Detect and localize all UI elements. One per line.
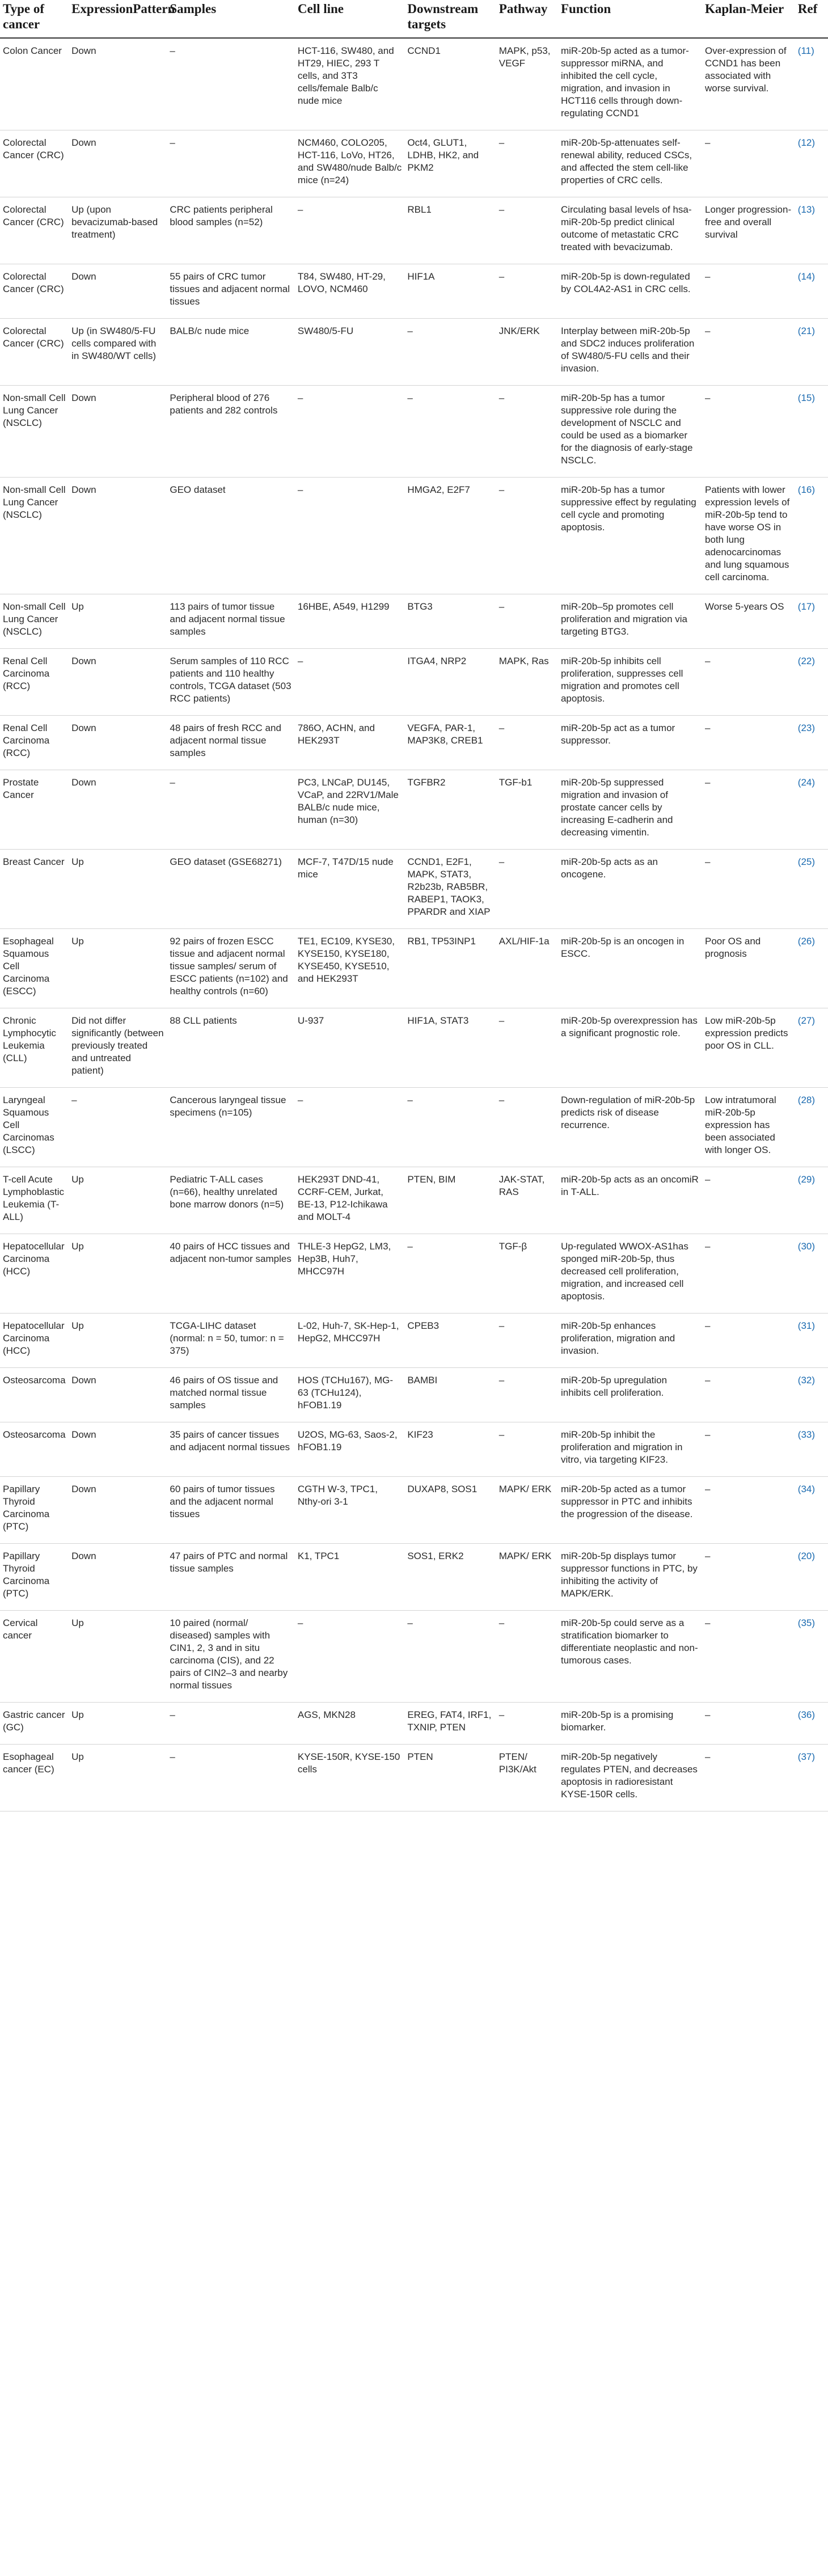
cell-pathway: –	[496, 594, 558, 649]
cell-function: miR-20b-5p acts as an oncomiR in T-ALL.	[558, 1167, 702, 1234]
cell-expression: Down	[69, 1422, 167, 1477]
cell-cell-line: MCF-7, T47D/15 nude mice	[295, 850, 404, 929]
header-pathway: Pathway	[496, 0, 558, 38]
cell-targets: BAMBI	[404, 1368, 496, 1422]
cell-cell-line: HCT-116, SW480, and HT29, HIEC, 293 T cells, and 3T3 cells/female Balb/c nude mice	[295, 38, 404, 130]
cell-samples: 10 paired (normal/ diseased) samples with CIN1, 2, 3 and in situ carcinoma (CIS), and 22 pairs of CIN2–3 and nearby normal tissues	[167, 1611, 295, 1703]
header-ref: Ref	[795, 0, 828, 38]
cell-targets: VEGFA, PAR-1, MAP3K8, CREB1	[404, 716, 496, 770]
cell-expression: Up (upon bevacizumab-based treatment)	[69, 197, 167, 264]
cell-targets: –	[404, 1234, 496, 1314]
ref-link[interactable]: (25)	[795, 850, 828, 929]
cell-expression: Up	[69, 1745, 167, 1811]
cell-function: miR-20b-5p is an oncogen in ESCC.	[558, 929, 702, 1008]
ref-link[interactable]: (24)	[795, 770, 828, 850]
cell-cancer-type: Colon Cancer	[0, 38, 69, 130]
cell-expression: Down	[69, 478, 167, 594]
table-row	[0, 386, 828, 478]
cell-function: miR-20b-5p suppressed migration and invasion of prostate cancer cells by increasing E-cadherin and decreasing vimentin.	[558, 770, 702, 850]
cell-expression: Down	[69, 770, 167, 850]
cell-cell-line: L-02, Huh-7, SK-Hep-1, HepG2, MHCC97H	[295, 1314, 404, 1368]
cell-function: miR-20b-5p upregulation inhibits cell proliferation.	[558, 1368, 702, 1422]
cell-function: miR-20b-5p could serve as a stratification biomarker to differentiate neoplastic and non-tumorous cases.	[558, 1611, 702, 1703]
cell-kaplan-meier: –	[702, 264, 795, 319]
cell-pathway: PTEN/ PI3K/Akt	[496, 1745, 558, 1811]
ref-link[interactable]: (15)	[795, 386, 828, 478]
cell-pathway: AXL/HIF-1a	[496, 929, 558, 1008]
cell-function: miR-20b-5p negatively regulates PTEN, and decreases apoptosis in radioresistant KYSE-150R cells.	[558, 1745, 702, 1811]
cell-cell-line: T84, SW480, HT-29, LOVO, NCM460	[295, 264, 404, 319]
cell-samples: BALB/c nude mice	[167, 319, 295, 386]
cell-samples: Pediatric T-ALL cases (n=66), healthy unrelated bone marrow donors (n=5)	[167, 1167, 295, 1234]
cell-cancer-type: Cervical cancer	[0, 1611, 69, 1703]
cell-targets: –	[404, 386, 496, 478]
cell-kaplan-meier: –	[702, 1314, 795, 1368]
cell-expression: Up	[69, 1611, 167, 1703]
cell-kaplan-meier: –	[702, 850, 795, 929]
ref-link[interactable]: (12)	[795, 130, 828, 197]
table-row	[0, 594, 828, 649]
cell-cancer-type: Papillary Thyroid Carcinoma (PTC)	[0, 1544, 69, 1611]
cell-cell-line: 786O, ACHN, and HEK293T	[295, 716, 404, 770]
cell-samples: 88 CLL patients	[167, 1008, 295, 1088]
cell-samples: 92 pairs of frozen ESCC tissue and adjacent normal tissue samples/ serum of ESCC patients (n=102) and healthy controls (n=60)	[167, 929, 295, 1008]
cell-pathway: MAPK, p53, VEGF	[496, 38, 558, 130]
cell-samples: 47 pairs of PTC and normal tissue samples	[167, 1544, 295, 1611]
cell-kaplan-meier: Low miR-20b-5p expression predicts poor OS in CLL.	[702, 1008, 795, 1088]
cell-kaplan-meier: –	[702, 649, 795, 716]
cell-targets: TGFBR2	[404, 770, 496, 850]
cell-targets: Oct4, GLUT1, LDHB, HK2, and PKM2	[404, 130, 496, 197]
table-row	[0, 850, 828, 929]
cell-cell-line: PC3, LNCaP, DU145, VCaP, and 22RV1/Male BALB/c nude mice, human (n=30)	[295, 770, 404, 850]
cell-pathway: –	[496, 1088, 558, 1167]
cell-pathway: –	[496, 1368, 558, 1422]
table-row	[0, 478, 828, 594]
cell-expression: Down	[69, 1477, 167, 1544]
cell-cancer-type: Non-small Cell Lung Cancer (NSCLC)	[0, 386, 69, 478]
cell-pathway: –	[496, 130, 558, 197]
cell-samples: 113 pairs of tumor tissue and adjacent normal tissue samples	[167, 594, 295, 649]
cell-samples: –	[167, 1745, 295, 1811]
header-function: Function	[558, 0, 702, 38]
cell-function: miR-20b-5p displays tumor suppressor functions in PTC, by inhibiting the activity of MAPK/ERK.	[558, 1544, 702, 1611]
cell-kaplan-meier: Over-expression of CCND1 has been associated with worse survival.	[702, 38, 795, 130]
cell-cell-line: HOS (TCHu167), MG-63 (TCHu124), hFOB1.19	[295, 1368, 404, 1422]
table-row	[0, 38, 828, 130]
cell-targets: SOS1, ERK2	[404, 1544, 496, 1611]
cell-pathway: MAPK/ ERK	[496, 1477, 558, 1544]
cell-targets: RBL1	[404, 197, 496, 264]
cell-kaplan-meier: –	[702, 1703, 795, 1745]
cell-expression: Up	[69, 850, 167, 929]
cell-expression: Down	[69, 649, 167, 716]
cell-cancer-type: Chronic Lymphocytic Leukemia (CLL)	[0, 1008, 69, 1088]
cell-kaplan-meier: –	[702, 1422, 795, 1477]
cell-expression: Down	[69, 264, 167, 319]
cell-samples: Peripheral blood of 276 patients and 282 controls	[167, 386, 295, 478]
cell-function: miR-20b-5p inhibits cell proliferation, suppresses cell migration and promotes cell apoptosis.	[558, 649, 702, 716]
cell-samples: 35 pairs of cancer tissues and adjacent normal tissues	[167, 1422, 295, 1477]
cell-function: miR-20b-5p acted as a tumor-suppressor miRNA, and inhibited the cell cycle, migration, and invasion in HCT116 cells through down-regulating CCND1	[558, 38, 702, 130]
ref-link[interactable]: (20)	[795, 1544, 828, 1611]
cell-targets: EREG, FAT4, IRF1, TXNIP, PTEN	[404, 1703, 496, 1745]
cell-kaplan-meier: –	[702, 1368, 795, 1422]
cell-function: Circulating basal levels of hsa-miR-20b-5p predict clinical outcome of metastatic CRC treated with bevacizumab.	[558, 197, 702, 264]
cell-samples: Cancerous laryngeal tissue specimens (n=105)	[167, 1088, 295, 1167]
cell-pathway: TGF-β	[496, 1234, 558, 1314]
header-kaplan-meier: Kaplan-Meier	[702, 0, 795, 38]
cell-cell-line: –	[295, 478, 404, 594]
cell-expression: Up	[69, 594, 167, 649]
cell-function: miR-20b-5p act as a tumor suppressor.	[558, 716, 702, 770]
cell-pathway: MAPK/ ERK	[496, 1544, 558, 1611]
cell-cancer-type: Osteosarcoma	[0, 1422, 69, 1477]
cell-samples: 40 pairs of HCC tissues and adjacent non-tumor samples	[167, 1234, 295, 1314]
cell-function: miR-20b-5p acts as an oncogene.	[558, 850, 702, 929]
ref-link[interactable]: (28)	[795, 1088, 828, 1167]
cell-cell-line: –	[295, 1611, 404, 1703]
cell-targets: BTG3	[404, 594, 496, 649]
cell-kaplan-meier: Longer progression-free and overall survival	[702, 197, 795, 264]
cell-pathway: –	[496, 1611, 558, 1703]
cell-cell-line: U-937	[295, 1008, 404, 1088]
cell-expression: Down	[69, 130, 167, 197]
cell-expression: Down	[69, 716, 167, 770]
ref-link[interactable]: (14)	[795, 264, 828, 319]
cell-targets: CPEB3	[404, 1314, 496, 1368]
ref-link[interactable]: (22)	[795, 649, 828, 716]
cell-targets: CCND1, E2F1, MAPK, STAT3, R2b23b, RAB5BR, RABEP1, TAOK3, PPARDR and XIAP	[404, 850, 496, 929]
cell-kaplan-meier: –	[702, 1477, 795, 1544]
cell-function: miR-20b-5p acted as a tumor suppressor in PTC and inhibits the progression of the disease.	[558, 1477, 702, 1544]
cell-pathway: JNK/ERK	[496, 319, 558, 386]
cell-cancer-type: Hepatocellular Carcinoma (HCC)	[0, 1234, 69, 1314]
cell-cancer-type: Colorectal Cancer (CRC)	[0, 130, 69, 197]
table-row	[0, 1703, 828, 1745]
cell-kaplan-meier: –	[702, 386, 795, 478]
cell-targets: PTEN, BIM	[404, 1167, 496, 1234]
ref-link[interactable]: (23)	[795, 716, 828, 770]
ref-link[interactable]: (26)	[795, 929, 828, 1008]
cell-targets: –	[404, 1088, 496, 1167]
cell-cell-line: –	[295, 197, 404, 264]
cell-pathway: –	[496, 1008, 558, 1088]
cell-kaplan-meier: Patients with lower expression levels of miR-20b-5p tend to have worse OS in both lung adenocarcinomas and lung squamous cell carcinoma.	[702, 478, 795, 594]
ref-link[interactable]: (30)	[795, 1234, 828, 1314]
ref-link[interactable]: (16)	[795, 478, 828, 594]
cell-cancer-type: Non-small Cell Lung Cancer (NSCLC)	[0, 478, 69, 594]
cell-samples: 48 pairs of fresh RCC and adjacent normal tissue samples	[167, 716, 295, 770]
cell-kaplan-meier: –	[702, 770, 795, 850]
cell-function: Up-regulated WWOX-AS1has sponged miR-20b-5p, thus decreased cell proliferation, migration, and increased cell apoptosis.	[558, 1234, 702, 1314]
cell-function: Down-regulation of miR-20b-5p predicts risk of disease recurrence.	[558, 1088, 702, 1167]
cell-cell-line: CGTH W-3, TPC1, Nthy-ori 3-1	[295, 1477, 404, 1544]
cell-samples: TCGA-LIHC dataset (normal: n = 50, tumor: n = 375)	[167, 1314, 295, 1368]
header-expression: ExpressionPattern	[69, 0, 167, 38]
cell-targets: CCND1	[404, 38, 496, 130]
cell-expression: Down	[69, 38, 167, 130]
ref-link[interactable]: (34)	[795, 1477, 828, 1544]
cell-kaplan-meier: Worse 5-years OS	[702, 594, 795, 649]
table-row	[0, 130, 828, 197]
cell-samples: –	[167, 130, 295, 197]
table-row	[0, 1544, 828, 1611]
cell-pathway: –	[496, 264, 558, 319]
cell-pathway: –	[496, 1703, 558, 1745]
cell-cancer-type: Osteosarcoma	[0, 1368, 69, 1422]
cell-expression: Did not differ significantly (between previously treated and untreated patient)	[69, 1008, 167, 1088]
cell-samples: GEO dataset	[167, 478, 295, 594]
cell-expression: –	[69, 1088, 167, 1167]
cell-pathway: –	[496, 386, 558, 478]
cell-expression: Up	[69, 1167, 167, 1234]
ref-link[interactable]: (37)	[795, 1745, 828, 1811]
cell-expression: Down	[69, 1368, 167, 1422]
cell-samples: Serum samples of 110 RCC patients and 110 healthy controls, TCGA dataset (503 RCC patients)	[167, 649, 295, 716]
table-row	[0, 1088, 828, 1167]
cell-samples: –	[167, 38, 295, 130]
cell-pathway: –	[496, 1422, 558, 1477]
cell-kaplan-meier: –	[702, 1234, 795, 1314]
cell-expression: Down	[69, 1544, 167, 1611]
table-row	[0, 319, 828, 386]
table-row	[0, 1368, 828, 1422]
cell-cancer-type: Prostate Cancer	[0, 770, 69, 850]
cell-kaplan-meier: –	[702, 130, 795, 197]
cell-expression: Up	[69, 1703, 167, 1745]
cell-expression: Down	[69, 386, 167, 478]
cell-cancer-type: Renal Cell Carcinoma (RCC)	[0, 716, 69, 770]
cell-cancer-type: Colorectal Cancer (CRC)	[0, 197, 69, 264]
header-samples: Samples	[167, 0, 295, 38]
cell-kaplan-meier: Poor OS and prognosis	[702, 929, 795, 1008]
cell-cell-line: –	[295, 1088, 404, 1167]
cell-targets: HIF1A	[404, 264, 496, 319]
cell-kaplan-meier: Low intratumoral miR-20b-5p expression has been associated with longer OS.	[702, 1088, 795, 1167]
cell-cell-line: AGS, MKN28	[295, 1703, 404, 1745]
table-row	[0, 1234, 828, 1314]
cell-function: miR-20b-5p is a promising biomarker.	[558, 1703, 702, 1745]
cell-kaplan-meier: –	[702, 1611, 795, 1703]
table-row	[0, 264, 828, 319]
cell-expression: Up (in SW480/5-FU cells compared with in SW480/WT cells)	[69, 319, 167, 386]
ref-link[interactable]: (36)	[795, 1703, 828, 1745]
table-row	[0, 1611, 828, 1703]
cell-samples: 60 pairs of tumor tissues and the adjacent normal tissues	[167, 1477, 295, 1544]
cell-pathway: –	[496, 478, 558, 594]
cell-targets: DUXAP8, SOS1	[404, 1477, 496, 1544]
table-row	[0, 1477, 828, 1544]
cell-samples: 46 pairs of OS tissue and matched normal tissue samples	[167, 1368, 295, 1422]
ref-link[interactable]: (21)	[795, 319, 828, 386]
cell-kaplan-meier: –	[702, 1745, 795, 1811]
cell-cancer-type: Renal Cell Carcinoma (RCC)	[0, 649, 69, 716]
table-row	[0, 1008, 828, 1088]
cell-cell-line: NCM460, COLO205, HCT-116, LoVo, HT26, and SW480/nude Balb/c mice (n=24)	[295, 130, 404, 197]
ref-link[interactable]: (13)	[795, 197, 828, 264]
cell-cell-line: THLE-3 HepG2, LM3, Hep3B, Huh7, MHCC97H	[295, 1234, 404, 1314]
cell-function: miR-20b–5p promotes cell proliferation and migration via targeting BTG3.	[558, 594, 702, 649]
table-row	[0, 649, 828, 716]
cell-samples: CRC patients peripheral blood samples (n=52)	[167, 197, 295, 264]
cell-cancer-type: Colorectal Cancer (CRC)	[0, 264, 69, 319]
cell-pathway: –	[496, 850, 558, 929]
cell-cancer-type: T-cell Acute Lymphoblastic Leukemia (T-ALL)	[0, 1167, 69, 1234]
cell-cancer-type: Hepatocellular Carcinoma (HCC)	[0, 1314, 69, 1368]
ref-link[interactable]: (31)	[795, 1314, 828, 1368]
cell-expression: Up	[69, 1314, 167, 1368]
table-row	[0, 770, 828, 850]
cell-function: Interplay between miR-20b-5p and SDC2 induces proliferation of SW480/5-FU cells and their invasion.	[558, 319, 702, 386]
cell-function: miR-20b-5p overexpression has a significant prognostic role.	[558, 1008, 702, 1088]
ref-link[interactable]: (32)	[795, 1368, 828, 1422]
cell-samples: GEO dataset (GSE68271)	[167, 850, 295, 929]
cell-cancer-type: Colorectal Cancer (CRC)	[0, 319, 69, 386]
cell-cancer-type: Gastric cancer (GC)	[0, 1703, 69, 1745]
cell-kaplan-meier: –	[702, 1167, 795, 1234]
cell-pathway: –	[496, 716, 558, 770]
cell-pathway: JAK-STAT, RAS	[496, 1167, 558, 1234]
cell-targets: KIF23	[404, 1422, 496, 1477]
cell-function: miR-20b-5p inhibit the proliferation and migration in vitro, via targeting KIF23.	[558, 1422, 702, 1477]
cell-cancer-type: Breast Cancer	[0, 850, 69, 929]
header-targets: Downstream targets	[404, 0, 496, 38]
ref-link[interactable]: (29)	[795, 1167, 828, 1234]
cell-cancer-type: Papillary Thyroid Carcinoma (PTC)	[0, 1477, 69, 1544]
header-row	[0, 0, 828, 38]
cell-cell-line: SW480/5-FU	[295, 319, 404, 386]
cell-cell-line: KYSE-150R, KYSE-150 cells	[295, 1745, 404, 1811]
cell-function: miR-20b-5p has a tumor suppressive effect by regulating cell cycle and promoting apoptosis.	[558, 478, 702, 594]
cell-cell-line: U2OS, MG-63, Saos-2, hFOB1.19	[295, 1422, 404, 1477]
cell-targets: HIF1A, STAT3	[404, 1008, 496, 1088]
table-row	[0, 197, 828, 264]
cell-cell-line: –	[295, 386, 404, 478]
cell-targets: PTEN	[404, 1745, 496, 1811]
cell-expression: Up	[69, 1234, 167, 1314]
table-row	[0, 1314, 828, 1368]
ref-link[interactable]: (27)	[795, 1008, 828, 1088]
cell-function: miR-20b-5p has a tumor suppressive role during the development of NSCLC and could be used as a biomarker for the diagnosis of early-stage NSCLC.	[558, 386, 702, 478]
cell-samples: –	[167, 770, 295, 850]
cell-targets: RB1, TP53INP1	[404, 929, 496, 1008]
table-body	[0, 38, 828, 1811]
cell-samples: 55 pairs of CRC tumor tissues and adjacent normal tissues	[167, 264, 295, 319]
cell-function: miR-20b-5p-attenuates self-renewal ability, reduced CSCs, and affected the stem cell-like properties of CRC cells.	[558, 130, 702, 197]
cell-function: miR-20b-5p enhances proliferation, migration and invasion.	[558, 1314, 702, 1368]
cell-cell-line: –	[295, 649, 404, 716]
cell-targets: –	[404, 1611, 496, 1703]
cell-cancer-type: Non-small Cell Lung Cancer (NSCLC)	[0, 594, 69, 649]
cell-cell-line: HEK293T DND-41, CCRF-CEM, Jurkat, BE-13, P12-Ichikawa and MOLT-4	[295, 1167, 404, 1234]
cell-expression: Up	[69, 929, 167, 1008]
ref-link[interactable]: (35)	[795, 1611, 828, 1703]
cell-pathway: –	[496, 197, 558, 264]
cell-targets: HMGA2, E2F7	[404, 478, 496, 594]
ref-link[interactable]: (17)	[795, 594, 828, 649]
ref-link[interactable]: (33)	[795, 1422, 828, 1477]
ref-link[interactable]: (11)	[795, 38, 828, 130]
table-row	[0, 929, 828, 1008]
header-type: Type of cancer	[0, 0, 69, 38]
cell-kaplan-meier: –	[702, 319, 795, 386]
cell-cancer-type: Esophageal Squamous Cell Carcinoma (ESCC)	[0, 929, 69, 1008]
cell-cancer-type: Laryngeal Squamous Cell Carcinomas (LSCC)	[0, 1088, 69, 1167]
table-row	[0, 1422, 828, 1477]
cell-targets: ITGA4, NRP2	[404, 649, 496, 716]
table-row	[0, 1167, 828, 1234]
cell-kaplan-meier: –	[702, 716, 795, 770]
table-row	[0, 716, 828, 770]
cell-cell-line: TE1, EC109, KYSE30, KYSE150, KYSE180, KYSE450, KYSE510, and HEK293T	[295, 929, 404, 1008]
table-row	[0, 1745, 828, 1811]
cell-kaplan-meier: –	[702, 1544, 795, 1611]
cell-function: miR-20b-5p is down-regulated by COL4A2-AS1 in CRC cells.	[558, 264, 702, 319]
header-cell-line: Cell line	[295, 0, 404, 38]
cell-targets: –	[404, 319, 496, 386]
cell-cell-line: K1, TPC1	[295, 1544, 404, 1611]
cell-cell-line: 16HBE, A549, H1299	[295, 594, 404, 649]
cell-pathway: MAPK, Ras	[496, 649, 558, 716]
cell-cancer-type: Esophageal cancer (EC)	[0, 1745, 69, 1811]
cell-pathway: TGF-b1	[496, 770, 558, 850]
cell-pathway: –	[496, 1314, 558, 1368]
cell-samples: –	[167, 1703, 295, 1745]
